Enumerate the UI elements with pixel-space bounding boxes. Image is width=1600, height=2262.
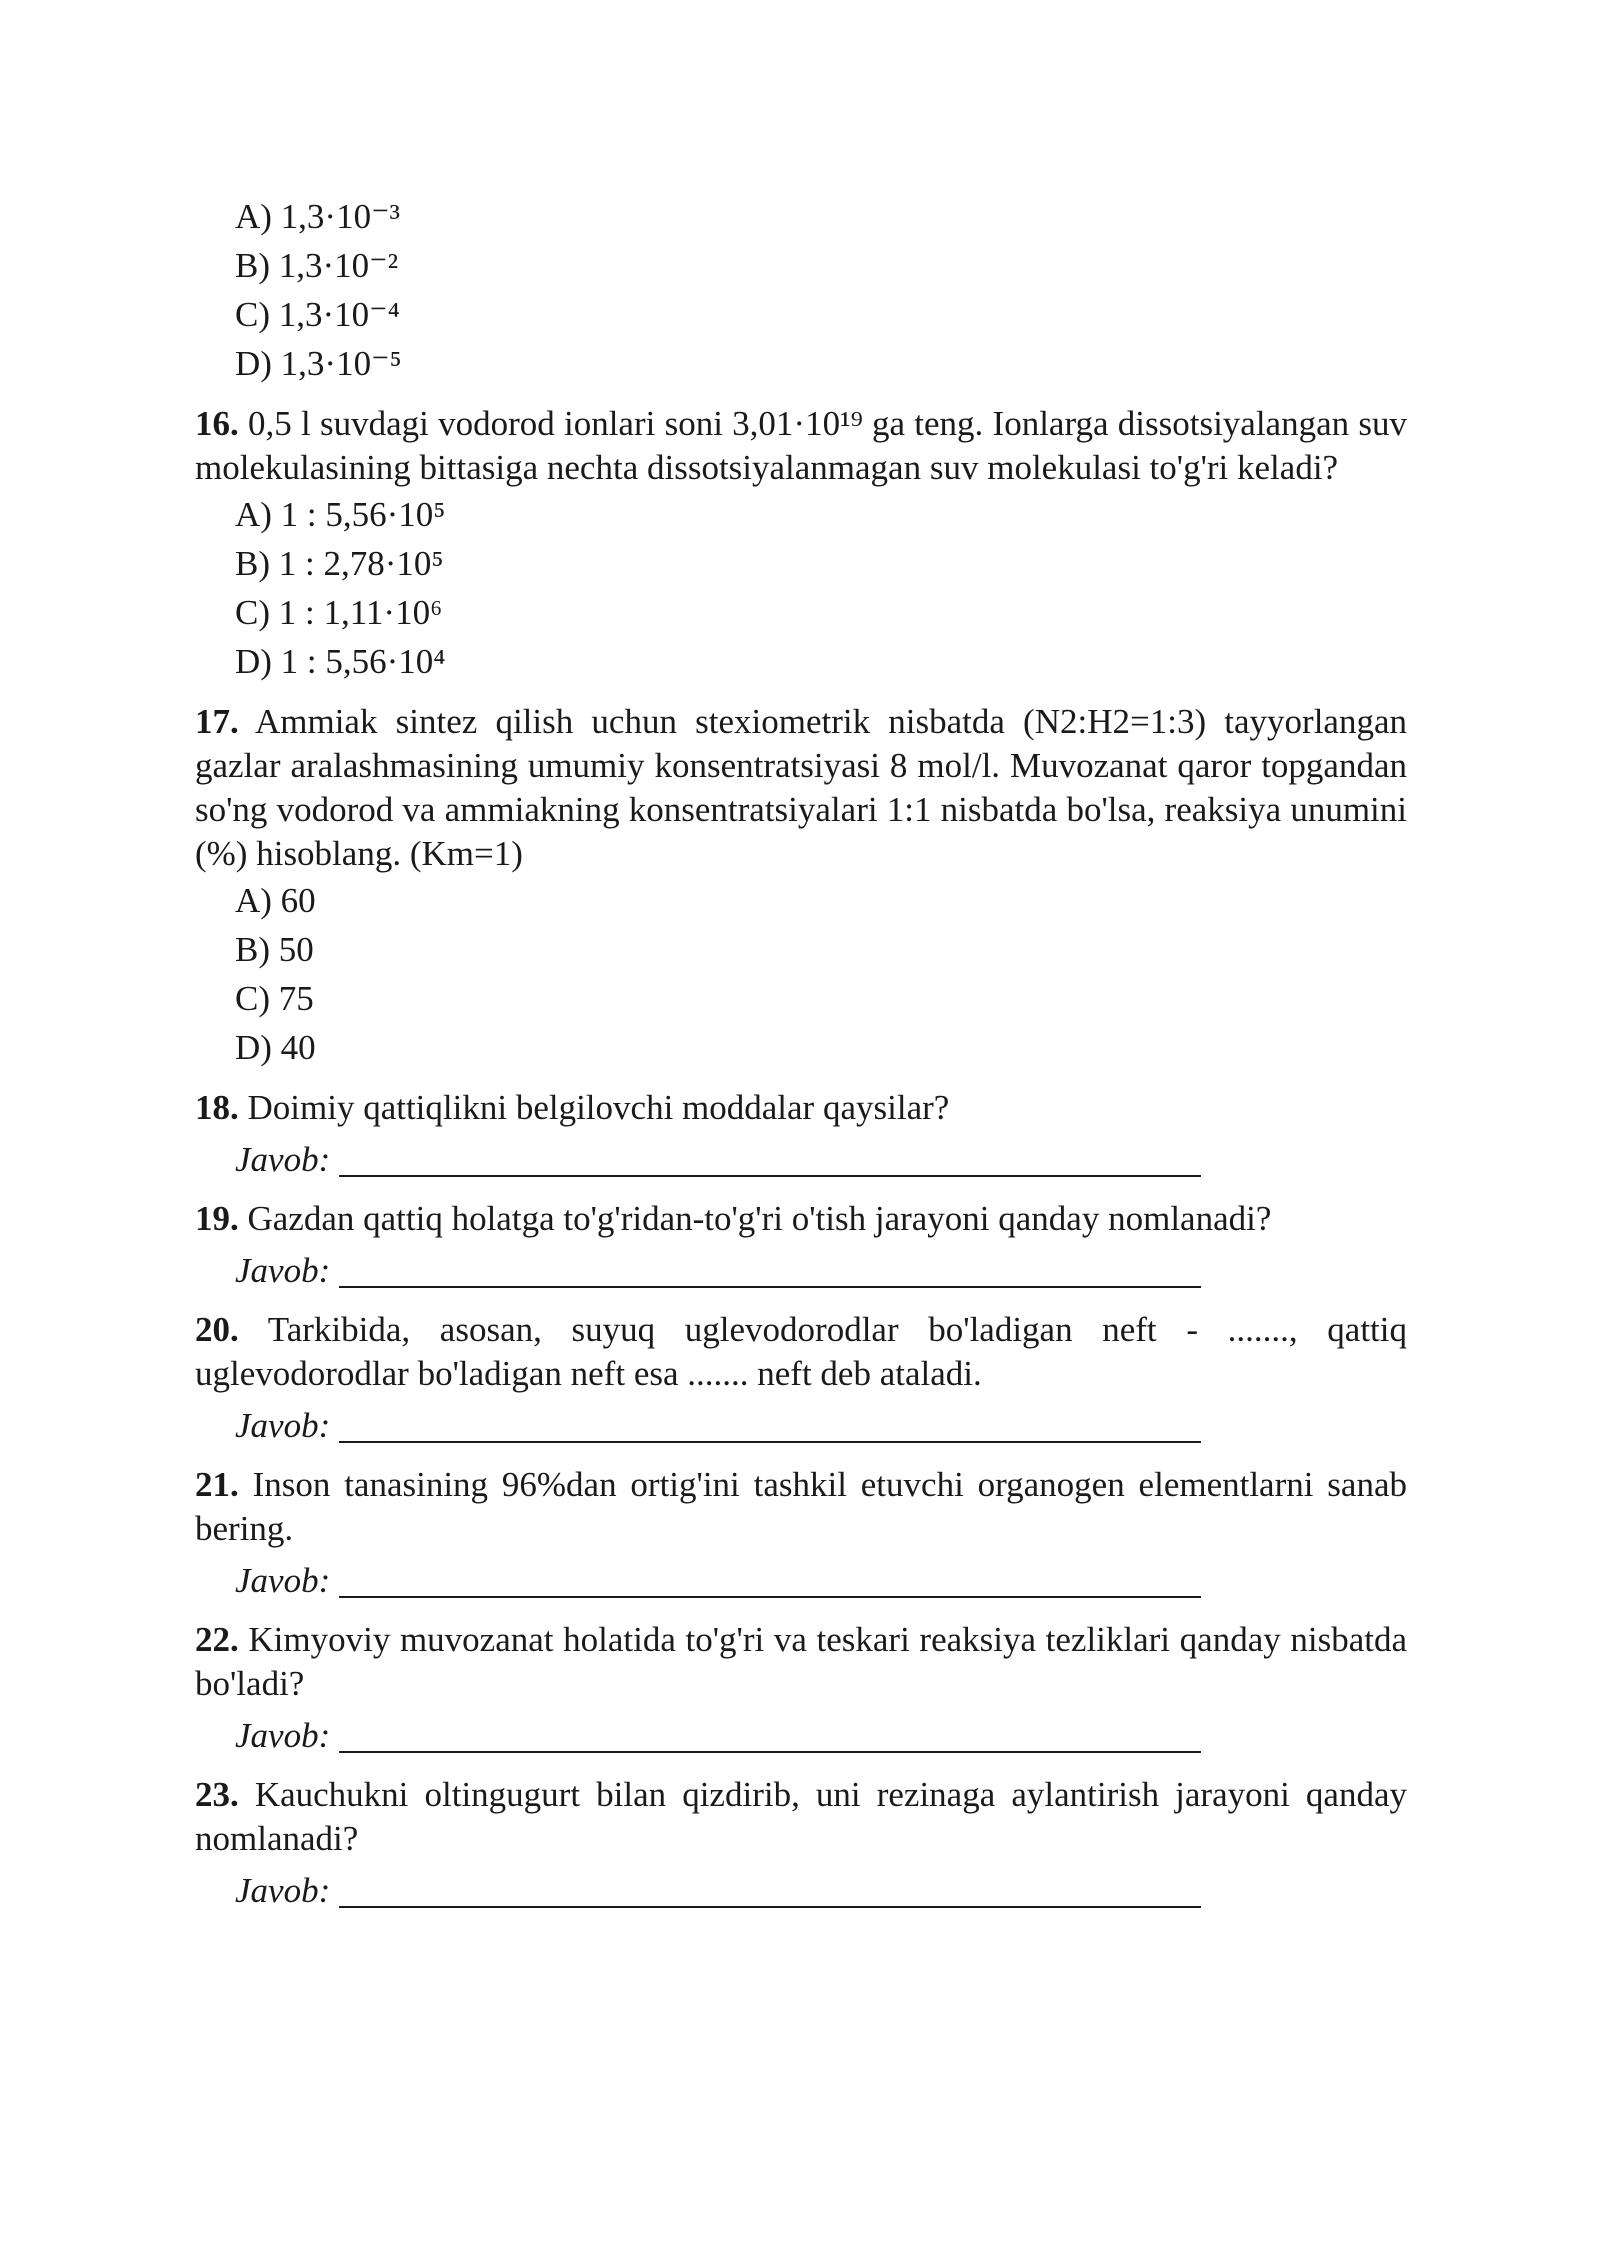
answer-blank[interactable]	[339, 1562, 1201, 1598]
question-19-text	[195, 1197, 1407, 1241]
answer-blank[interactable]	[339, 1252, 1201, 1288]
question-18	[195, 1086, 1407, 1183]
question-21	[195, 1463, 1407, 1604]
question-number: 18.	[195, 1088, 239, 1127]
question-number: 16.	[195, 404, 239, 443]
question-number: 22.	[195, 1620, 239, 1659]
question-22-text	[195, 1618, 1407, 1706]
question-body: Kauchukni oltingugurt bilan qizdirib, uni rezinaga aylantirish jarayoni qanday nomlanadi?	[195, 1775, 1407, 1858]
answer-row	[195, 1248, 1407, 1294]
question-23	[195, 1773, 1407, 1914]
answer-row	[195, 1558, 1407, 1604]
answer-row	[195, 1713, 1407, 1759]
answer-label: Javob:	[235, 1716, 331, 1755]
question-16-text	[195, 402, 1407, 490]
question-17	[195, 700, 1407, 1072]
answer-row	[195, 1403, 1407, 1449]
answer-blank[interactable]	[339, 1717, 1201, 1753]
document-page	[195, 192, 1407, 1928]
q15-options	[195, 192, 1407, 388]
q17-options	[195, 876, 1407, 1072]
question-19	[195, 1197, 1407, 1294]
answer-label: Javob:	[235, 1871, 331, 1910]
answer-row	[195, 1137, 1407, 1183]
q15-option-c: C) 1,3·10⁻⁴	[235, 295, 400, 334]
question-body: Doimiy qattiqlikni belgilovchi moddalar qaysilar?	[238, 1088, 950, 1127]
question-body: Tarkibida, asosan, suyuq uglevodorodlar bo'ladigan neft - ......., qattiq uglevodorodlar bo'ladigan neft esa ....... neft deb ataladi.	[195, 1310, 1407, 1393]
question-body: Kimyoviy muvozanat holatida to'g'ri va teskari reaksiya tezliklari qanday nisbatda bo'ladi?	[195, 1620, 1407, 1703]
answer-label: Javob:	[235, 1561, 331, 1600]
question-body: Ammiak sintez qilish uchun stexiometrik nisbatda (N2:H2=1:3) tayyorlangan gazlar aralashmasining umumiy konsentratsiyasi 8 mol/l. Muvozanat qaror topgandan so'ng vodorod va ammiakning konsentratsiyalari 1:1 nisbatda bo'lsa, reaksiya unumini (%) hisoblang. (Km=1)	[195, 702, 1407, 873]
q17-option-b: B) 50	[235, 930, 314, 969]
question-body: Gazdan qattiq holatga to'g'ridan-to'g'ri o'tish jarayoni qanday nomlanadi?	[238, 1199, 1272, 1238]
q16-option-a: A) 1 : 5,56·10⁵	[235, 495, 446, 534]
q17-option-d: D) 40	[235, 1028, 316, 1067]
question-number: 19.	[195, 1199, 239, 1238]
q16-option-d: D) 1 : 5,56·10⁴	[235, 642, 446, 681]
answer-blank[interactable]	[339, 1407, 1201, 1443]
question-22	[195, 1618, 1407, 1759]
q17-option-c: C) 75	[235, 979, 314, 1018]
question-number: 21.	[195, 1465, 239, 1504]
answer-row	[195, 1868, 1407, 1914]
question-23-text	[195, 1773, 1407, 1861]
q15-option-d: D) 1,3·10⁻⁵	[235, 344, 402, 383]
q16-options	[195, 490, 1407, 686]
question-number: 23.	[195, 1775, 239, 1814]
answer-blank[interactable]	[339, 1141, 1201, 1177]
question-number: 20.	[195, 1310, 239, 1349]
answer-label: Javob:	[235, 1406, 331, 1445]
question-17-text	[195, 700, 1407, 876]
q16-option-c: C) 1 : 1,11·10⁶	[235, 593, 443, 632]
answer-label: Javob:	[235, 1251, 331, 1290]
question-number: 17.	[195, 702, 239, 741]
q17-option-a: A) 60	[235, 881, 316, 920]
question-20-text	[195, 1308, 1407, 1396]
question-16	[195, 402, 1407, 686]
answer-blank[interactable]	[339, 1872, 1201, 1908]
q15-option-a: A) 1,3·10⁻³	[235, 197, 401, 236]
question-body: Inson tanasining 96%dan ortig'ini tashkil etuvchi organogen elementlarni sanab bering.	[195, 1465, 1407, 1548]
question-21-text	[195, 1463, 1407, 1551]
q15-option-b: B) 1,3·10⁻²	[235, 246, 399, 285]
question-body: 0,5 l suvdagi vodorod ionlari soni 3,01·10¹⁹ ga teng. Ionlarga dissotsiyalangan suv molekulasining bittasiga nechta dissotsiyalanmagan suv molekulasi to'g'ri keladi?	[195, 404, 1407, 487]
question-20	[195, 1308, 1407, 1449]
question-18-text	[195, 1086, 1407, 1130]
q16-option-b: B) 1 : 2,78·10⁵	[235, 544, 444, 583]
answer-label: Javob:	[235, 1140, 331, 1179]
